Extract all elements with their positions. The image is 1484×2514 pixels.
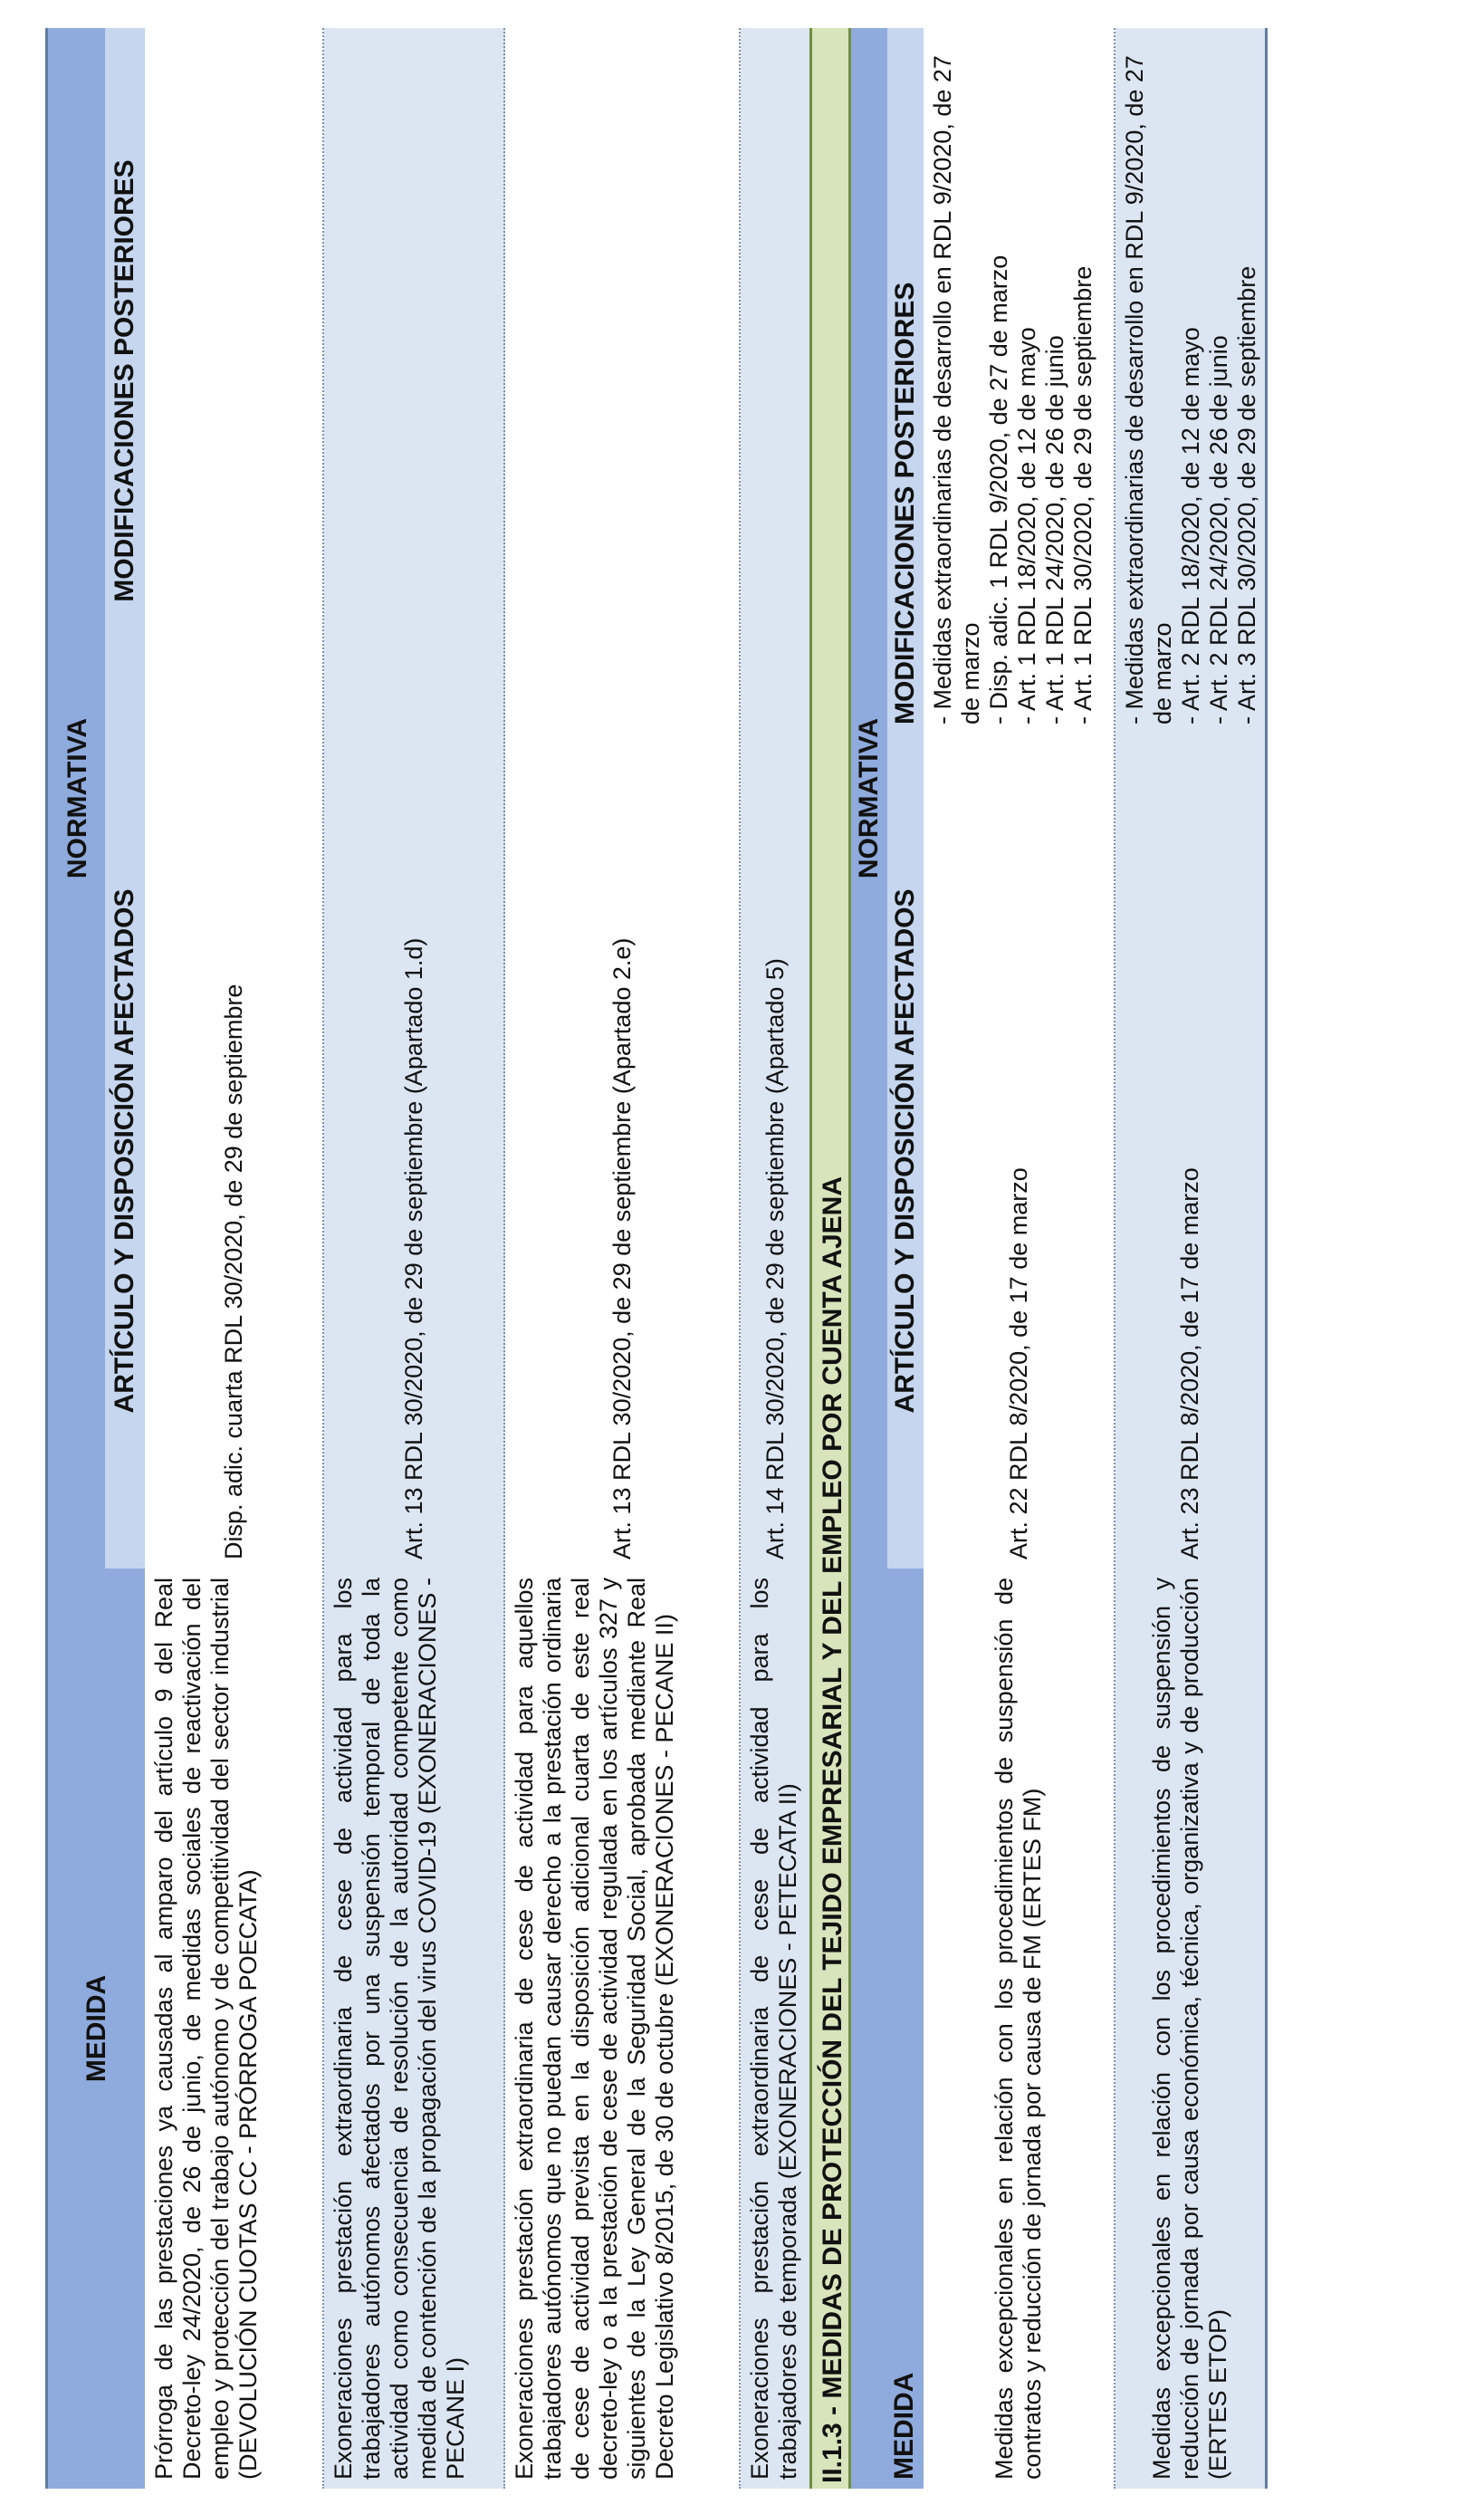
articulo-cell	[505, 734, 739, 1569]
medida-text: Medidas excepcionales en relación con los procedimientos de suspensión de contratos y reducción de jornada por causa de FM (ERTES FM)	[991, 1578, 1046, 2480]
articulo-cell	[145, 734, 322, 1569]
modificaciones-cell: - Medidas extraordinarias de desarrollo en RDL 9/2020, de 27 de marzo - Disp. adic. 1 RDL 9/2020, de 27 de marzo - Art. 1 RDL 18/2020, de 12 de mayo - Art. 1 RDL 24/2020, de 26 de junio - Art. 1 RDL 30/2020, de 29 de septiembre	[929, 55, 1096, 724]
header-medida-label: MEDIDA	[81, 1974, 111, 2083]
header-medida	[45, 1569, 145, 2489]
header-articulo: ARTÍCULO Y DISPOSICIÓN AFECTADOS	[105, 734, 145, 1569]
modificaciones-cell	[505, 28, 739, 734]
articulo-text: Art. 14 RDL 30/2020, de 29 de septiembre (Apartado 5)	[761, 958, 789, 1559]
table-row	[741, 28, 809, 2489]
articulo-text: Art. 13 RDL 30/2020, de 29 de septiembre (Apartado 2.e)	[608, 937, 636, 1559]
header-normativa-label: NORMATIVA	[62, 717, 92, 879]
measures-table	[45, 28, 1268, 2489]
articulo-text: Art. 13 RDL 30/2020, de 29 de septiembre (Apartado 1.d)	[399, 937, 427, 1559]
articulo-cell	[924, 734, 1114, 1569]
table-row	[505, 28, 741, 2489]
modificaciones-cell	[324, 28, 503, 734]
table-row	[924, 28, 1115, 2489]
medida-cell	[924, 1569, 1114, 2489]
header2-medida-label: MEDIDA	[889, 2372, 919, 2480]
medida-cell: Prórroga de las prestaciones ya causadas al amparo del artículo 9 del Real Decreto-ley 24/2020, de 26 de junio, de medidas sociales de reactivación del empleo y protección del trabajo autónomo y de competitividad del sector industrial (DEVOLUCIÓN CUOTAS CC - PRÓRROGA POECATA)	[150, 1578, 262, 2480]
articulo-text: Art. 22 RDL 8/2020, de 17 de marzo	[1004, 1167, 1032, 1559]
medida-cell: Exoneraciones prestación extraordinaria de cese de actividad para los trabajadores de temporada (EXONERACIONES - PETECATA II)	[746, 1578, 801, 2480]
articulo-text: Disp. adic. cuarta RDL 30/2020, de 29 de septiembre	[219, 984, 247, 1559]
header2-medida	[851, 1569, 924, 2489]
table-header-2	[851, 28, 924, 2489]
articulo-cell	[324, 734, 503, 1569]
modificaciones-cell	[145, 28, 322, 734]
table-row	[1115, 28, 1268, 2489]
medida-cell: Exoneraciones prestación extraordinaria de cese de actividad para los trabajadores autónomos afectados por una suspensión temporal de toda la actividad como consecuencia de resolución de la autoridad competente como medida de contención de la propagación del virus COVID-19 (EXONERACIONES - PECANE I)	[330, 1578, 469, 2480]
header2-normativa-label: NORMATIVA	[854, 717, 884, 879]
section-title	[809, 28, 851, 2489]
header-normativa	[45, 28, 105, 1569]
header2-normativa	[851, 28, 887, 1569]
table-header	[45, 28, 145, 2489]
modificaciones-cell	[741, 28, 809, 734]
medida-text: Medidas excepcionales en relación con los procedimientos de suspensión y reducción de jornada por causa económica, técnica, organizativa y de producción (ERTES ETOP)	[1148, 1578, 1231, 2480]
header-modificaciones: MODIFICACIONES POSTERIORES	[105, 28, 145, 734]
header2-articulo: ARTÍCULO Y DISPOSICIÓN AFECTADOS	[887, 734, 924, 1569]
modificaciones-cell: - Medidas extraordinarias de desarrollo en RDL 9/2020, de 27 de marzo - Art. 2 RDL 18/2020, de 12 de mayo - Art. 2 RDL 24/2020, de 26 de junio - Art. 3 RDL 30/2020, de 29 de septiembre	[1121, 55, 1260, 724]
table-row	[324, 28, 505, 2489]
header2-modificaciones: MODIFICACIONES POSTERIORES	[887, 28, 924, 734]
section-title-text: II.1.3 - MEDIDAS DE PROTECCIÓN DEL TEJIDO EMPRESARIAL Y DEL EMPLEO POR CUENTA AJENA	[818, 1175, 847, 2483]
medida-cell: Exoneraciones prestación extraordinaria de cese de actividad para aquellos trabajadores autónomos que no puedan causar derecho a la prestación ordinaria de cese de actividad prevista en la disposición adicional cuarta de este real decreto-ley o a la prestación de cese de actividad regulada en los artículos 327 y siguientes de la Ley General de la Seguridad Social, aprobada mediante Real Decreto Legislativo 8/2015, de 30 de octubre (EXONERACIONES - PECANE II)	[511, 1578, 678, 2480]
articulo-text: Art. 23 RDL 8/2020, de 17 de marzo	[1176, 1167, 1203, 1559]
medida-cell	[1115, 1569, 1265, 2489]
articulo-cell	[741, 734, 809, 1569]
articulo-cell	[1115, 734, 1265, 1569]
table-row	[145, 28, 324, 2489]
